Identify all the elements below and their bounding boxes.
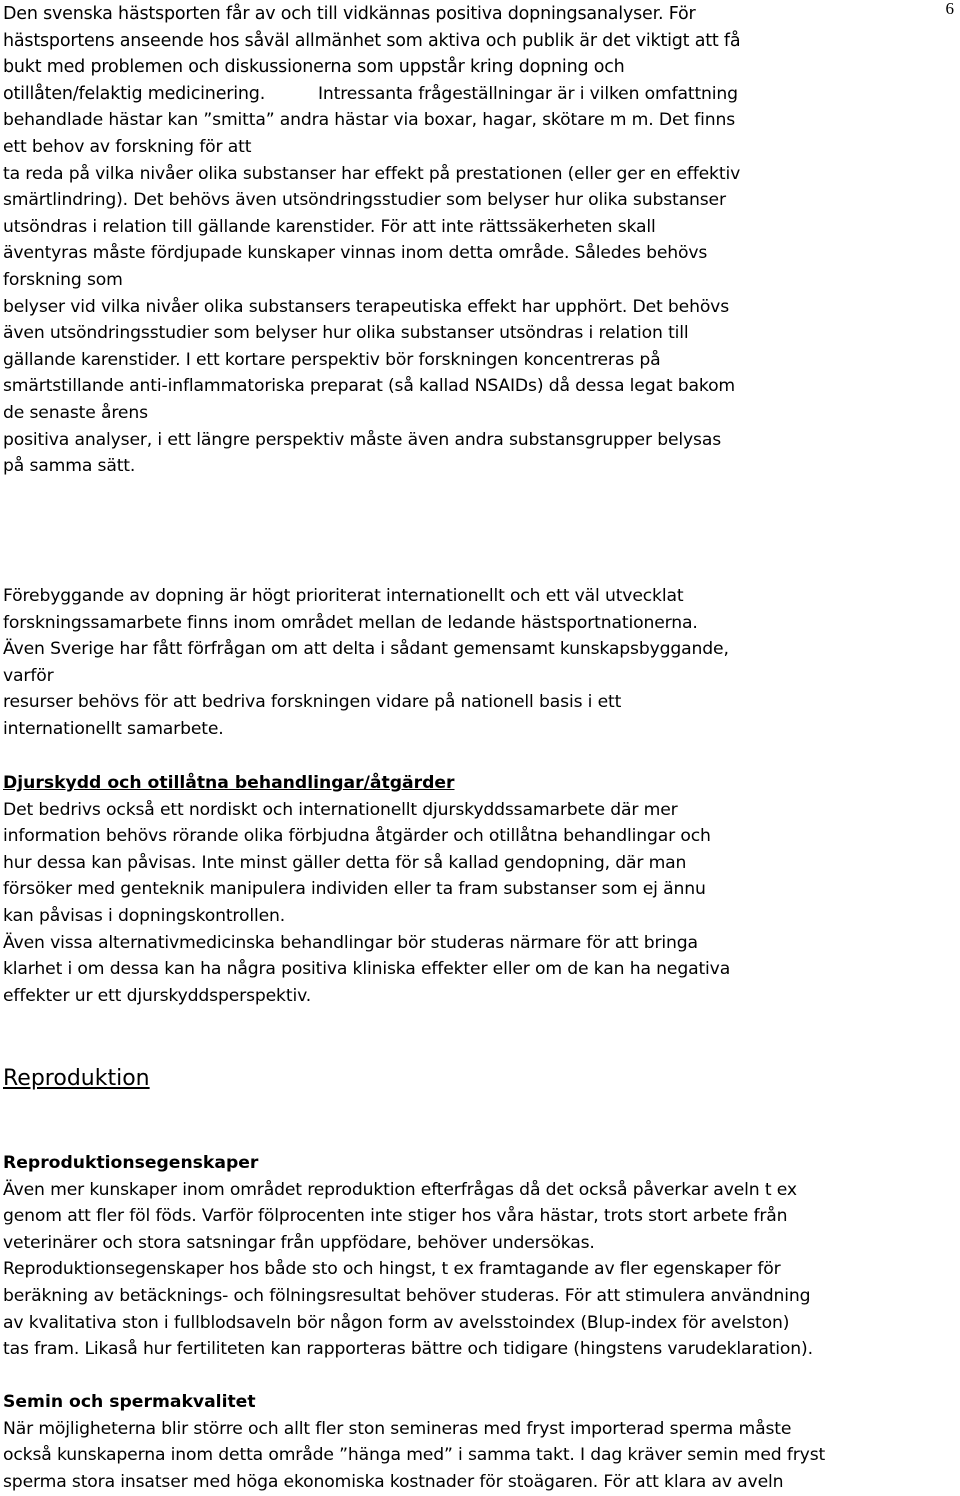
text-line: Även vissa alternativmedicinska behandlingar bör studeras närmare för att bringa: [3, 932, 698, 953]
text-line: klarhet i om dessa kan ha några positiva kliniska effekter eller om de kan ha negativa: [3, 959, 731, 980]
text-line: av kvalitativa ston i fullblodsaveln bör någon form av avelsstoindex (Blup-index för avelston): [3, 1312, 790, 1333]
text-line: också kunskaperna inom detta område ”hänga med” i samma takt. I dag kräver semin med fryst: [3, 1445, 826, 1466]
text-line: genom att fler föl föds. Varför fölprocenten inte stiger hos våra hästar, trots stort arbete från: [3, 1206, 788, 1227]
page-number: 6: [945, 0, 954, 18]
section-subheading: Reproduktionsegenskaper: [3, 1153, 259, 1173]
text-fragment: otillåten/felaktig medicinering.: [3, 83, 266, 104]
text-line: ta reda på vilka nivåer olika substanser har effekt på prestationen (eller ger en effektiv: [3, 163, 741, 184]
text-line: Det bedrivs också ett nordiskt och internationellt djurskyddssamarbete där mer: [3, 799, 678, 820]
text-line: internationellt samarbete.: [3, 718, 224, 739]
section-subheading: Djurskydd och otillåtna behandlingar/åtgärder: [3, 773, 455, 793]
text-line: äventyras måste fördjupade kunskaper vinnas inom detta område. Således behövs: [3, 243, 708, 264]
text-line: bukt med problemen och diskussionerna som uppstår kring dopning och: [3, 57, 625, 78]
text-line: När möjligheterna blir större och allt fler ston semineras med fryst importerad sperma måste: [3, 1418, 792, 1439]
text-line: effekter ur ett djurskyddsperspektiv.: [3, 985, 312, 1006]
text-line: Förebyggande av dopning är högt prioriterat internationellt och ett väl utvecklat: [3, 586, 684, 606]
text-line: gällande karenstider. I ett kortare perspektiv bör forskningen koncentreras på: [3, 349, 661, 370]
text-line: [3, 81, 959, 108]
text-line: utsöndras i relation till gällande karenstider. För att inte rättssäkerheten skall: [3, 216, 656, 237]
section-djurskydd: [3, 770, 959, 1009]
text-line: kan påvisas i dopningskontrollen.: [3, 905, 286, 926]
text-line: tas fram. Likaså hur fertiliteten kan rapporteras bättre och tidigare (hingstens varudeklaration).: [3, 1339, 813, 1360]
section-semin: [3, 1389, 959, 1495]
text-line: Den svenska hästsporten får av och till vidkännas positiva dopningsanalyser. För: [3, 4, 696, 24]
text-line: smärtstillande anti-inflammatoriska preparat (så kallad NSAIDs) då dessa legat bakom: [3, 376, 736, 397]
text-line: beräkning av betäcknings- och fölningsresultat behöver studeras. För att stimulera användning: [3, 1285, 811, 1306]
text-line: resurser behövs för att bedriva forskningen vidare på nationell basis i ett: [3, 692, 622, 713]
text-line: ett behov av forskning för att: [3, 136, 252, 157]
section-subheading: Semin och spermakvalitet: [3, 1392, 256, 1412]
text-line: belyser vid vilka nivåer olika substansers terapeutiska effekt har upphört. Det behövs: [3, 296, 730, 317]
text-line: de senaste årens: [3, 402, 148, 423]
section-heading-reproduktion: Reproduktion: [3, 1066, 150, 1091]
text-fragment: Intressanta frågeställningar är i vilken omfattning: [318, 83, 738, 104]
text-line: på samma sätt.: [3, 456, 136, 477]
section-reproduktionsegenskaper: [3, 1150, 959, 1363]
paragraph-prevention: [3, 583, 959, 743]
text-line: forskningssamarbete finns inom området mellan de ledande hästsportnationerna.: [3, 612, 698, 633]
text-line: forskning som: [3, 269, 123, 290]
text-line: Även mer kunskaper inom området reproduktion efterfrågas då det också påverkar aveln t ex: [3, 1179, 797, 1200]
text-line: Även Sverige har fått förfrågan om att delta i sådant gemensamt kunskapsbyggande,: [3, 639, 729, 660]
text-line: veterinärer och stora satsningar från uppfödare, behöver undersökas.: [3, 1232, 595, 1253]
text-line: Reproduktionsegenskaper hos både sto och hingst, t ex framtagande av fler egenskaper för: [3, 1259, 781, 1280]
text-line: positiva analyser, i ett längre perspektiv måste även andra substansgrupper belysas: [3, 429, 722, 450]
text-line: varför: [3, 665, 54, 686]
text-line: hur dessa kan påvisas. Inte minst gäller detta för så kallad gendopning, där man: [3, 852, 687, 873]
text-line: försöker med genteknik manipulera individen eller ta fram substanser som ej ännu: [3, 879, 706, 900]
text-line: information behövs rörande olika förbjudna åtgärder och otillåtna behandlingar och: [3, 826, 711, 847]
text-line: behandlade hästar kan ”smitta” andra hästar via boxar, hagar, skötare m m. Det finns: [3, 110, 736, 131]
text-line: även utsöndringsstudier som belyser hur olika substanser utsöndras i relation till: [3, 323, 689, 344]
paragraph-doping-analyses: [3, 1, 959, 480]
text-line: sperma stora insatser med höga ekonomiska kostnader för stoägaren. För att klara av aveln: [3, 1471, 784, 1492]
text-line: hästsportens anseende hos såväl allmänhet som aktiva och publik är det viktigt att få: [3, 30, 741, 51]
text-line: smärtlindring). Det behövs även utsöndringsstudier som belyser hur olika substanser: [3, 190, 726, 211]
